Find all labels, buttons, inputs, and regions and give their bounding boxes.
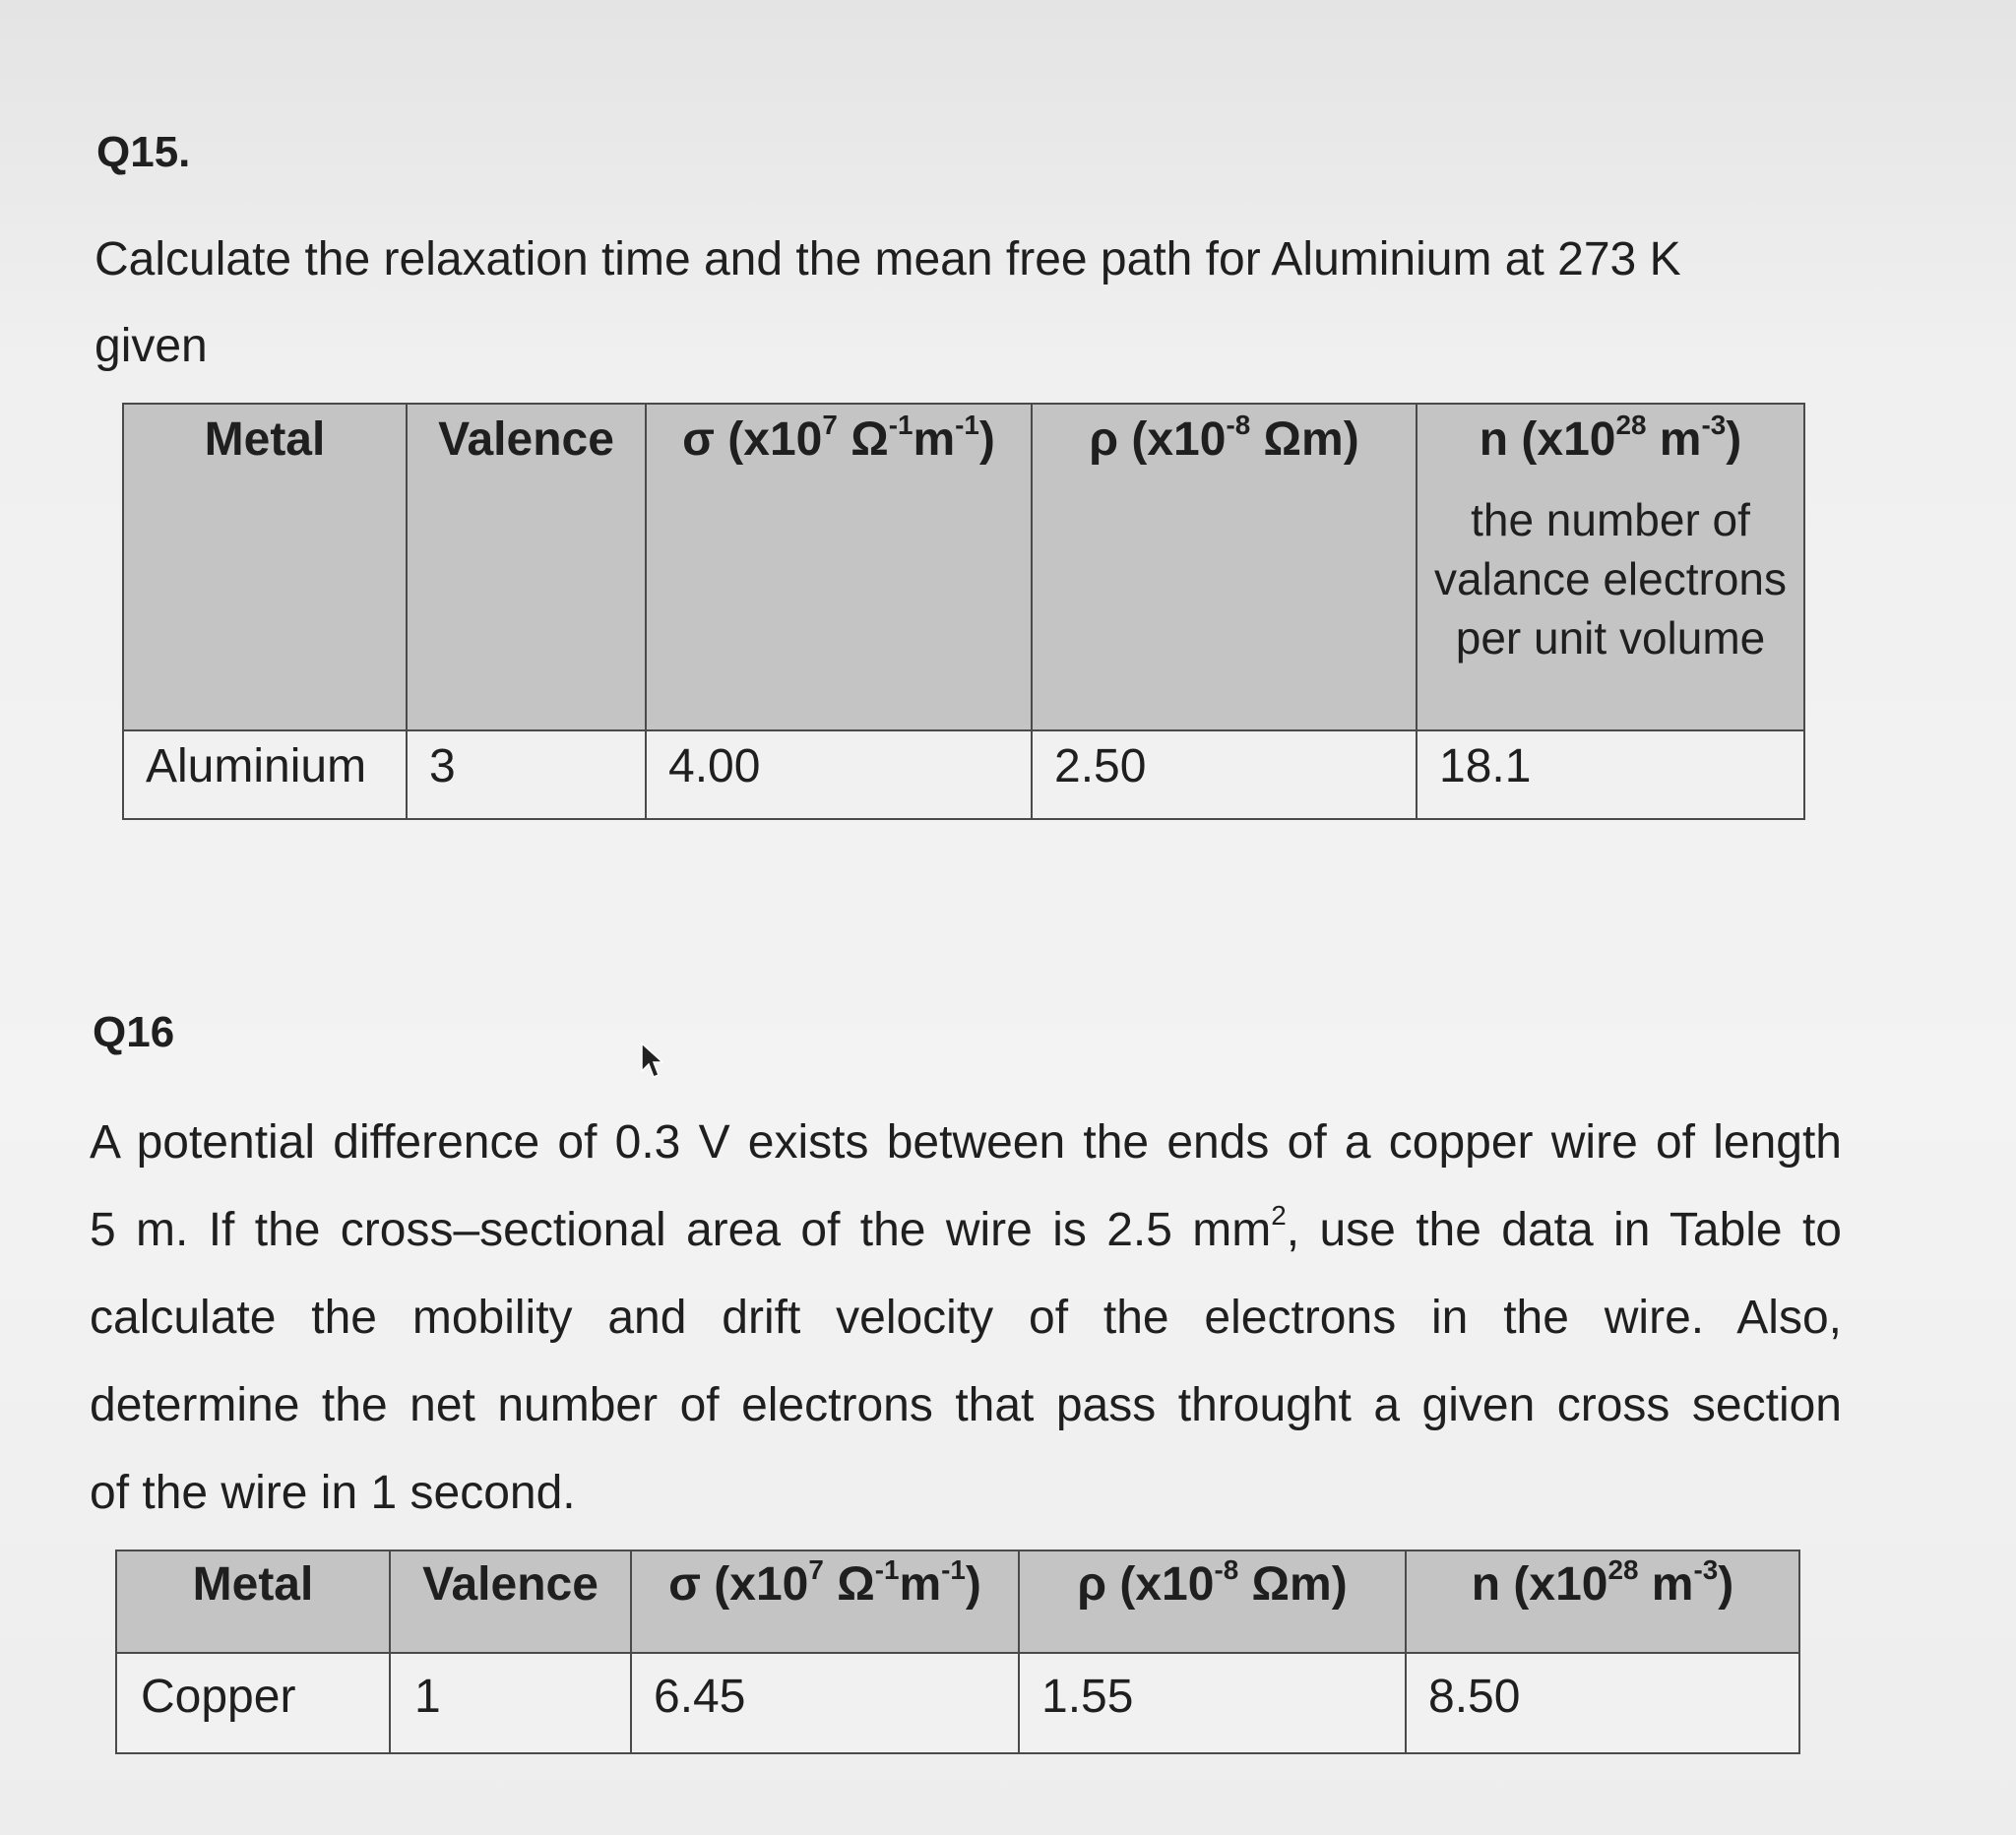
header-conductivity: σ ($x10^7$ $\Omega^{-1}m^{-1}$) <box>646 404 1032 730</box>
cell-electron-density: 8.50 <box>1406 1653 1799 1753</box>
header-electron-density: n ($x10^{28}$ $m^{-3}$) <box>1406 1550 1799 1653</box>
header-electron-density: n ($x10^{28}$ $m^{-3}$) the number of valance electrons per unit volume <box>1417 404 1804 730</box>
question-16-title: Q16 <box>93 1008 175 1056</box>
cell-conductivity: 4.00 <box>646 730 1032 819</box>
header-metal: Metal <box>116 1550 390 1653</box>
table-row <box>116 1653 1799 1753</box>
table-row <box>123 730 1804 819</box>
question-16-line-3: calculate the mobility and drift velocity of the electrons in the wire. Also, <box>90 1292 1842 1344</box>
cell-metal: Aluminium <box>123 730 407 819</box>
cell-valence: 1 <box>390 1653 631 1753</box>
electron-density-note: the number of valance electrons per unit volume <box>1434 494 1787 664</box>
table-header-row <box>116 1550 1799 1653</box>
header-resistivity: ρ ($x10^{-8}$ Ωm) <box>1032 404 1417 730</box>
question-16-line-2: 5 m. If the cross–sectional area of the wire is 2.5 $mm^2$, use the data in Table to <box>90 1200 1843 1256</box>
cell-conductivity: 6.45 <box>631 1653 1019 1753</box>
question-16-line-4: determine the net number of electrons that pass throught a given cross section <box>90 1379 1842 1431</box>
question-15-line-2: given <box>94 320 208 372</box>
question-16-line-1: A potential difference of 0.3 V exists between the ends of a copper wire of length <box>90 1116 1842 1169</box>
aluminium-data-table <box>122 403 1805 820</box>
header-metal: Metal <box>123 404 407 730</box>
question-15-text <box>94 217 1847 390</box>
mouse-pointer-icon <box>640 1042 663 1081</box>
cell-resistivity: 1.55 <box>1019 1653 1406 1753</box>
cell-valence: 3 <box>407 730 646 819</box>
table-header-row <box>123 404 1804 730</box>
header-conductivity: σ ($x10^7$ $\Omega^{-1}m^{-1}$) <box>631 1550 1019 1653</box>
question-16-text <box>90 1099 1842 1537</box>
header-resistivity: ρ ($x10^{-8}$ Ωm) <box>1019 1550 1406 1653</box>
header-valence: Valence <box>390 1550 631 1653</box>
cell-electron-density: 18.1 <box>1417 730 1804 819</box>
copper-data-table <box>115 1550 1800 1754</box>
question-16-line-5: of the wire in 1 second. <box>90 1467 576 1519</box>
question-15-title: Q15. <box>96 128 191 176</box>
header-valence: Valence <box>407 404 646 730</box>
cell-resistivity: 2.50 <box>1032 730 1417 819</box>
cell-metal: Copper <box>116 1653 390 1753</box>
question-15-line-1: Calculate the relaxation time and the mean free path for Aluminium at 273 K <box>94 233 1681 285</box>
